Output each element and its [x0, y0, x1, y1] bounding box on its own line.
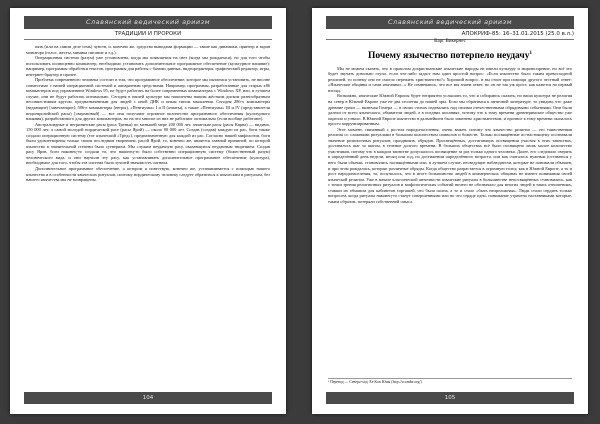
- footnote: ¹ Перевод — Северо-ход. Её Kon Юны (http://scondur.org/): [328, 378, 572, 384]
- right-paragraph-1: Мы не можем сказать, что в прошлом дохристианские языческие народы не имели культуру и мировоззрение, но всё это будет звучать довольно глупо, если что-либо задаст нам один простой вопрос: «Если язычество было таким превосходной религией, то почему оно не смогло пережить христианство?» Хороший вопрос, и вы стоит при помощи другого честный ответ: «Языческие общины и сами язычники...» Не сомневаюсь, что все мы знаем ответ, но он не так уж прост, как кажется на первый взгляд.: [328, 65, 572, 93]
- left-paragraph-2: Операционная система (разум) уже установлена, когда мы появляемся на свет (когда мы рождаемся), но для того чтобы использовать полноценно компьютер, необходимо установить дополнительное программное обеспечение (культурное влияние): например, программы обработки текстов, программы для работы с базами данных, видеоредакторы, графический редактор, игры, интернет-браузер и прочее.: [26, 55, 270, 77]
- left-running-header: Славянский ведический ариизм: [24, 16, 272, 29]
- footnote-mark: 1: [529, 50, 532, 56]
- left-section-title: ТРАДИЦИИ И ПРОРОКИ: [24, 31, 272, 40]
- left-page: [10, 8, 286, 414]
- right-page-number: 105: [326, 392, 574, 404]
- left-paragraph-5: Дополнительное программное обеспечение, о котором я повествую, конечно же, устанавливается с помощью нашего язычества и в особенности языческих ритуалов, поэтому нордическому человеку следует обратиться к языческим и ритуалам, без нашего язычества мы не возвращены.: [26, 166, 270, 183]
- right-paragraph-3: Этот момент, связанный с ростом народонаселения, очень важен, потому что язычество религии — это таинственная религия со сложными ритуалами в большим количеством символов и божеств. Только посвящённые по-настоящему осознавали значение религиозных ритуалов, праздников, обрядов. Просвещённых, достигающих посвящения участия в этих таинствах, доставалось шаг за шагом, в течение долгого времени. В больших обществах всё было посвящено лишь малое количество участников, потому что в каждом таинстве допускалось посвящение за раз только одного человека. Далее, его следовало сверить в определённый день недели, месяц или год, по достижении определённого возраста, или как считалось нужным (оставаться у него были обычаи, становились посвящёнными или, в лучшем случае, несведущие наблюдатели, которые не понимали обычаев, и при этом рождались, которые различные обряды. Когда общество разрастается в огромную толпу, как в Южной Европе, а то и рост народонаселения, то, получилось, что в итоге большинство людей в коммерческих общинах не имеют понимания своей языческой религии. Уже в начале классической античности языческие ритуалы в большинстве непосвящённых становились, как с точки зрения религиозных ритуалов и мифологических событий ничего не обозначало для многих людей в таких отношениях, ставши их обманом для кабинетов торгашей, что была полна, а то и стало «быть непреложная». Люди стали сердить только вопросом, когда ритуалы наконец-то станут совершенными или во что сердце одно, понимание утрачено наставниками которые, таким образом, потеряли собственной смысл.: [328, 126, 572, 204]
- left-paragraph-4: Австралоидные и негритянские расы (раса Тренья) по меньшей мере 200 000 лет, азиатские расы (расы Карна) — видимо, 150 000 лет, а самой молодой нордической расе (расы Ярой) — около 80 000 лет. Создав (создав) каждую из рас, боги также создали операционную систему (тот языческий «Тред»), предназначенную для каждой из рас. Согласно нашей мифологии, боги были удовлетворены только своим последним творением, расой Ярой, то, конечно же, является главной причиной, по которой язычество в значительной степени было суеверием. Мы служим неудачную расу, оказавшуюся неудачным творением. Создав расу Яров, боги наконец-то создали то, что наконец-то было собственно операционную систему (божественный разум) человеческого вида, и они научили эту расу, как устанавливать дополнительное программное обеспечение (культура), необходимое для того, чтобы эта система была лучшей значимость сигнала.: [26, 121, 270, 166]
- article-author: Варг Викернес: [434, 39, 466, 44]
- article-title-text: Почему язычество потерпело неудачу: [368, 50, 530, 61]
- left-paragraph-1: пять (или на самом деле семь) чувств, и, конечно же, средства выводами формации — такие как динамики, принтер и экран монитора (голос, жесты, мимика писание и т.д.).: [26, 44, 270, 55]
- left-page-number: 104: [24, 392, 272, 404]
- right-issue-line: АПОКРИФ-85: 16–31.01.2015 (25.0 в.л.): [326, 31, 574, 40]
- left-body-text: [26, 44, 270, 376]
- right-page: [312, 8, 588, 414]
- left-paragraph-3: Проблема современного человека состоит в том, что программное обеспечение, которое мы пытаемся установить, не вполне совместимо с нашей операционной системой и аппаратным средствами. Например, программы, разработанные для старых x86 компьютеров под управлением Windows 95, не будут работать на более современных компьютерах с Windows XP, или, в лучшем случае, они не будут работать оптимально. Сегодня в нашей культуре мы наполнены нашим жёстким диском разнообразным несовместимым кругом, предназначенным для людей с иной ДНК и иным типом мышления. Сегодня 286-х компьютеры (ведающие) [заветающие]; 586-е компьютеры (негры), «Пентиумы» I и II (азиаты), а также «Пентиумы» III и IV (представители индоевропейской расы) [сверхновый] — все они получают огромное количество программного обеспечения (культурного влияния), разработанного для других компьютеров, но на что многие из них не работают оптимально (если вообще работают).: [26, 77, 270, 122]
- right-paragraph-2: Возможно, языческие Южной Европы будет неприятно услышать то, что я собираюсь сказать, но наша культура не религия на север в Южной Европе уже не два столетия до нашей эры. Если мы обратимся к античной литературе, то увидим, что даже древние греки — включая Гомера — в своих стихах издевались над своими отечественными обрядовыми событиями. Они были далеки от всего языческого, обыватели людей, а в поздних писаниях, потому что к тому времени древнеримское общество уже окрепло и узнало. В Южной Европе язычество в дальнейшем было заменено христианством, и прочное к тому времени оказалось просто коррумпированным.: [328, 93, 572, 127]
- right-running-header: Славянский ведический ариизм: [326, 16, 574, 29]
- right-body-text: [328, 38, 572, 376]
- article-title: [328, 48, 572, 62]
